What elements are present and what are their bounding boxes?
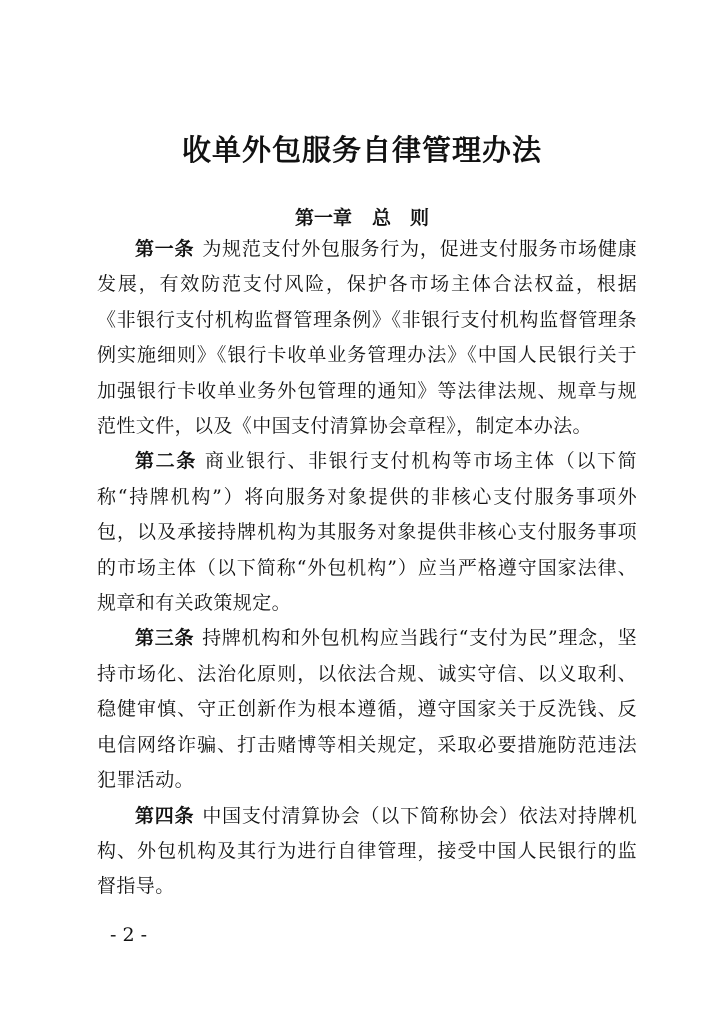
article-text: 为规范支付外包服务行为，促进支付服务市场健康发展，有效防范支付风险，保护各市场主体合法权益，根据《非银行支付机构监督管理条例》《非银行支付机构监督管理条例实施细则》《银行卡收单业务管理办法》《中国人民银行关于加强银行卡收单业务外包管理的通知》等法律法规、规章与规范性文件，以及《中国支付清算协会章程》，制定本办法。: [97, 238, 637, 438]
article-text: 商业银行、非银行支付机构等市场主体（以下简称“持牌机构”）将向服务对象提供的非核心支付服务事项外包，以及承接持牌机构为其服务对象提供非核心支付服务事项的市场主体（以下简称“外包机构”）应当严格遵守国家法律、规章和有关政策规定。: [97, 450, 637, 615]
article-1: [97, 232, 637, 444]
chapter-heading: [0, 203, 724, 230]
document-title: 收单外包服务自律管理办法: [181, 133, 542, 167]
article-number: 第四条: [135, 804, 195, 827]
document-body: [97, 232, 637, 905]
article-2: [97, 444, 637, 621]
article-text: 持牌机构和外包机构应当践行“支付为民”理念，坚持市场化、法治化原则，以依法合规、诚实守信、以义取利、稳健审慎、守正创新作为根本遵循，遵守国家关于反洗钱、反电信网络诈骗、打击赌博等相关规定，采取必要措施防范违法犯罪活动。: [97, 627, 637, 792]
chapter-label: 第一章: [294, 207, 352, 229]
article-text: 中国支付清算协会（以下简称协会）依法对持牌机构、外包机构及其行为进行自律管理，接受中国人民银行的监督指导。: [97, 804, 637, 898]
page-number: - 2 -: [110, 924, 148, 946]
chapter-name: 总 则: [372, 207, 430, 229]
article-3: [97, 621, 637, 798]
article-number: 第一条: [135, 238, 195, 260]
article-number: 第二条: [135, 450, 197, 473]
article-4: [97, 799, 637, 905]
article-number: 第三条: [135, 627, 195, 650]
